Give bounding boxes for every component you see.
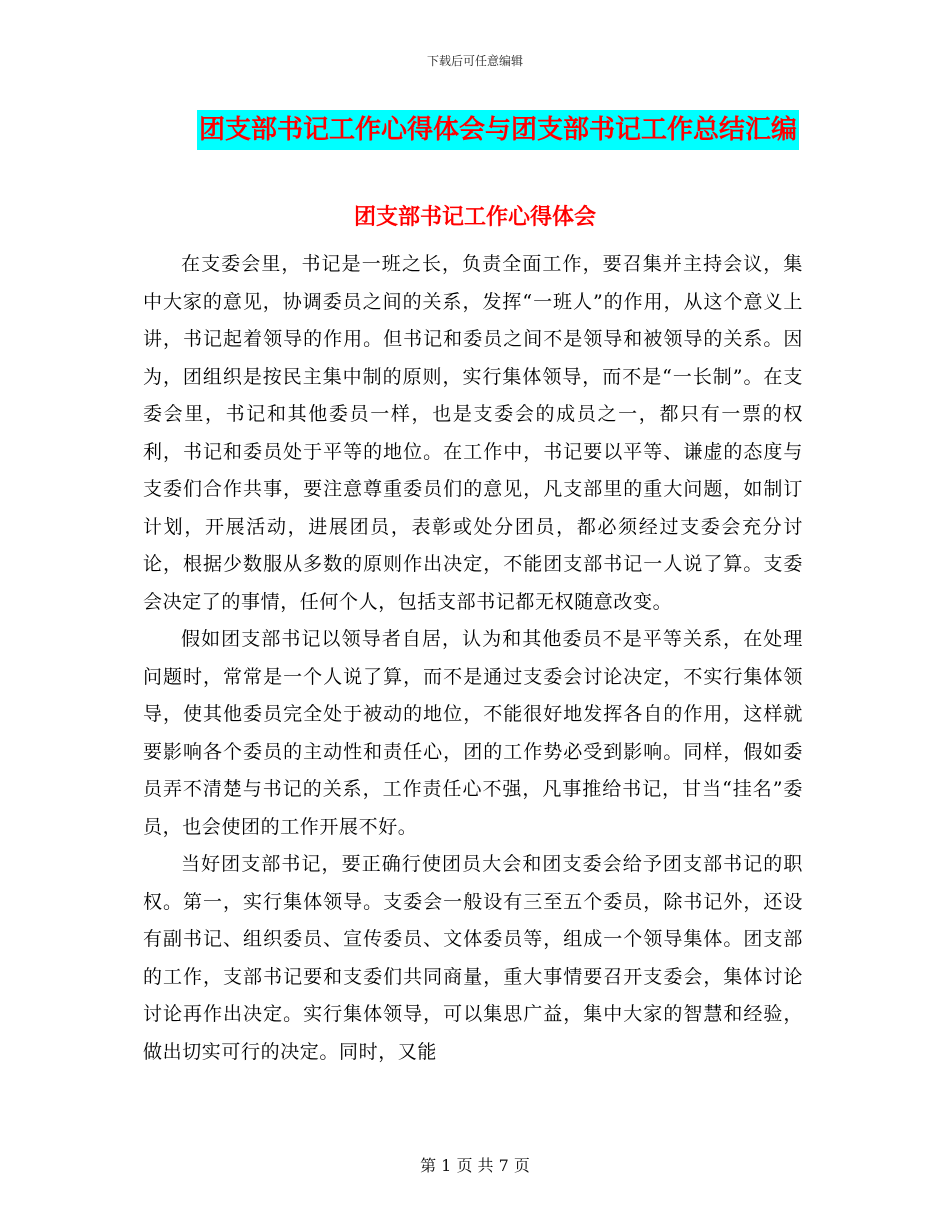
document-title: 团支部书记工作心得体会与团支部书记工作总结汇编 xyxy=(197,110,799,150)
page-number-footer: 第 1 页 共 7 页 xyxy=(420,1156,530,1175)
header-note: 下载后可任意编辑 xyxy=(426,54,523,68)
paragraph: 假如团支部书记以领导者自居，认为和其他委员不是平等关系，在处理问题时，常常是一个人说了算，而不是通过支委会讨论决定，不实行集体领导，使其他委员完全处于被动的地位，不能很好地发挥各自的作用，这样就要影响各个委员的主动性和责任心，团的工作势必受到影响。同样，假如委员弄不清楚与书记的关系，工作责任心不强，凡事推给书记，甘当“挂名”委员，也会使团的工作开展不好。 xyxy=(143,628,803,838)
document-body xyxy=(143,246,803,1071)
paragraph: 当好团支部书记，要正确行使团员大会和团支委会给予团支部书记的职权。第一，实行集体领导。支委会一般设有三至五个委员，除书记外，还设有副书记、组织委员、宣传委员、文体委员等，组成一个领导集体。团支部的工作，支部书记要和支委们共同商量，重大事情要召开支委会，集体讨论讨论再作出决定。实行集体领导，可以集思广益，集中大家的智慧和经验，做出切实可行的决定。同时，又能 xyxy=(143,853,803,1063)
paragraph: 在支委会里，书记是一班之长，负责全面工作，要召集并主持会议，集中大家的意见，协调委员之间的关系，发挥“一班人”的作用，从这个意义上讲，书记起着领导的作用。但书记和委员之间不是领导和被领导的关系。因为，团组织是按民主集中制的原则，实行集体领导，而不是“一长制”。在支委会里，书记和其他委员一样，也是支委会的成员之一，都只有一票的权利，书记和委员处于平等的地位。在工作中，书记要以平等、谦虚的态度与支委们合作共事，要注意尊重委员们的意见，凡支部里的重大问题，如制订计划，开展活动，进展团员，表彰或处分团员，都必须经过支委会充分讨论，根据少数服从多数的原则作出决定，不能团支部书记一人说了算。支委会决定了的事情，任何个人，包括支部书记都无权随意改变。 xyxy=(143,253,803,613)
main-title-container xyxy=(0,110,950,150)
section-title: 团支部书记工作心得体会 xyxy=(353,205,596,230)
